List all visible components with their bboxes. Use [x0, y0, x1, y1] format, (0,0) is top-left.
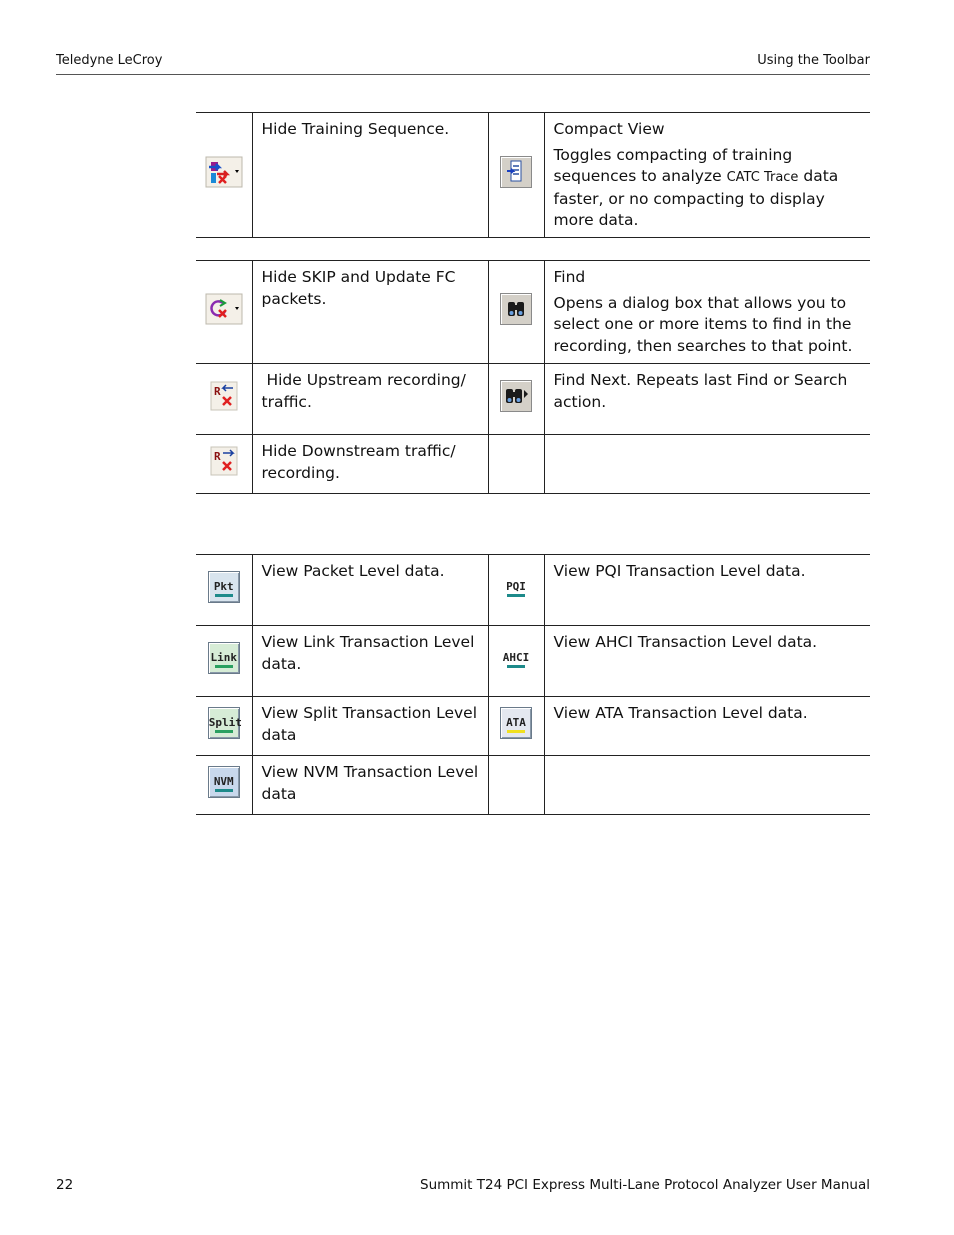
- table-row: [196, 697, 870, 756]
- find-next-description: Find Next. Repeats last Find or Search action.: [544, 364, 870, 435]
- svg-text:R: R: [213, 449, 221, 463]
- hide-downstream-icon[interactable]: [205, 445, 243, 477]
- compact-view-description: [544, 113, 870, 238]
- ata-level-icon[interactable]: [500, 707, 532, 739]
- table-row: [196, 435, 870, 494]
- hide-training-sequence-icon[interactable]: [205, 156, 243, 188]
- ahci-level-label: View AHCI Transaction Level data.: [544, 626, 870, 697]
- icon-text: PQI: [506, 579, 526, 593]
- icon-cell: [196, 756, 252, 815]
- icon-text: Link: [210, 650, 237, 664]
- hide-upstream-icon[interactable]: [205, 380, 243, 412]
- icon-cell: [196, 113, 252, 238]
- packet-level-icon[interactable]: [208, 571, 240, 603]
- pqi-level-label: View PQI Transaction Level data.: [544, 555, 870, 626]
- desc-text: data faster, or no compacting to display more data.: [553, 167, 839, 229]
- pqi-level-icon[interactable]: [501, 572, 531, 602]
- toolbar-table-view-levels: [196, 554, 870, 815]
- empty-icon-cell: [488, 435, 544, 494]
- icon-cell: [196, 697, 252, 756]
- icon-cell: [488, 113, 544, 238]
- toolbar-table-hide-find: [196, 260, 870, 494]
- level-bar: [215, 594, 233, 597]
- compact-view-desc: [554, 145, 862, 232]
- level-bar: [507, 730, 525, 733]
- link-level-icon[interactable]: [208, 642, 240, 674]
- compact-view-icon[interactable]: [500, 156, 532, 188]
- nvm-level-icon[interactable]: [208, 766, 240, 798]
- icon-cell: [196, 364, 252, 435]
- table-row: [196, 555, 870, 626]
- hide-skip-label: Hide SKIP and Update FC packets.: [252, 261, 488, 364]
- split-level-label: View Split Transaction Level data: [252, 697, 488, 756]
- icon-cell: [488, 261, 544, 364]
- ata-level-label: View ATA Transaction Level data.: [544, 697, 870, 756]
- icon-text: NVM: [213, 774, 234, 788]
- ahci-level-icon[interactable]: [501, 643, 531, 673]
- header-rule: [56, 74, 870, 75]
- icon-text: Split: [208, 715, 242, 729]
- empty-description-cell: [544, 756, 870, 815]
- hide-downstream-label: Hide Downstream traffic/ recording.: [252, 435, 488, 494]
- empty-icon-cell: [488, 756, 544, 815]
- table-row: [196, 113, 870, 238]
- level-bar: [215, 789, 233, 792]
- level-bar: [507, 665, 525, 668]
- hide-upstream-label: Hide Upstream recording/ traffic.: [252, 364, 488, 435]
- running-header-left: Teledyne LeCroy: [56, 53, 163, 68]
- icon-text: AHCI: [502, 650, 530, 664]
- find-next-icon[interactable]: [500, 380, 532, 412]
- find-title: Find: [553, 268, 586, 286]
- link-level-label: View Link Transaction Level data.: [252, 626, 488, 697]
- icon-cell: [488, 697, 544, 756]
- icon-cell: [196, 261, 252, 364]
- icon-cell: [488, 364, 544, 435]
- level-bar: [215, 730, 233, 733]
- svg-text:R: R: [213, 384, 221, 398]
- binoculars-icon[interactable]: [500, 293, 532, 325]
- table-row: [196, 261, 870, 364]
- find-description: [544, 261, 870, 364]
- toolbar-table-hide-training: [196, 112, 870, 238]
- table-row: [196, 756, 870, 815]
- running-header-right: Using the Toolbar: [757, 53, 870, 68]
- manual-title: Summit T24 PCI Express Multi-Lane Protocol Analyzer User Manual: [420, 1177, 870, 1193]
- empty-description-cell: [544, 435, 870, 494]
- find-desc: Opens a dialog box that allows you to select one or more items to find in the recording, then searches to that point.: [553, 293, 853, 355]
- page-number: 22: [56, 1177, 74, 1193]
- level-bar: [507, 594, 525, 597]
- hide-training-sequence-label: Hide Training Sequence.: [252, 113, 488, 238]
- hide-skip-update-fc-icon[interactable]: [205, 293, 243, 325]
- packet-level-label: View Packet Level data.: [252, 555, 488, 626]
- icon-cell: [488, 626, 544, 697]
- compact-view-title: Compact View: [553, 120, 665, 138]
- icon-cell: [196, 555, 252, 626]
- icon-text: ATA: [506, 715, 526, 729]
- split-level-icon[interactable]: [208, 707, 240, 739]
- table-row: [196, 626, 870, 697]
- icon-cell: [196, 626, 252, 697]
- catc-trace-text: CATC Trace: [726, 170, 799, 185]
- nvm-level-label: View NVM Transaction Level data: [252, 756, 488, 815]
- icon-cell: [196, 435, 252, 494]
- level-bar: [215, 665, 233, 668]
- table-row: [196, 364, 870, 435]
- icon-text: Pkt: [213, 579, 234, 593]
- icon-cell: [488, 555, 544, 626]
- desc-text: Toggles compacting of training sequences to analyze: [553, 145, 793, 185]
